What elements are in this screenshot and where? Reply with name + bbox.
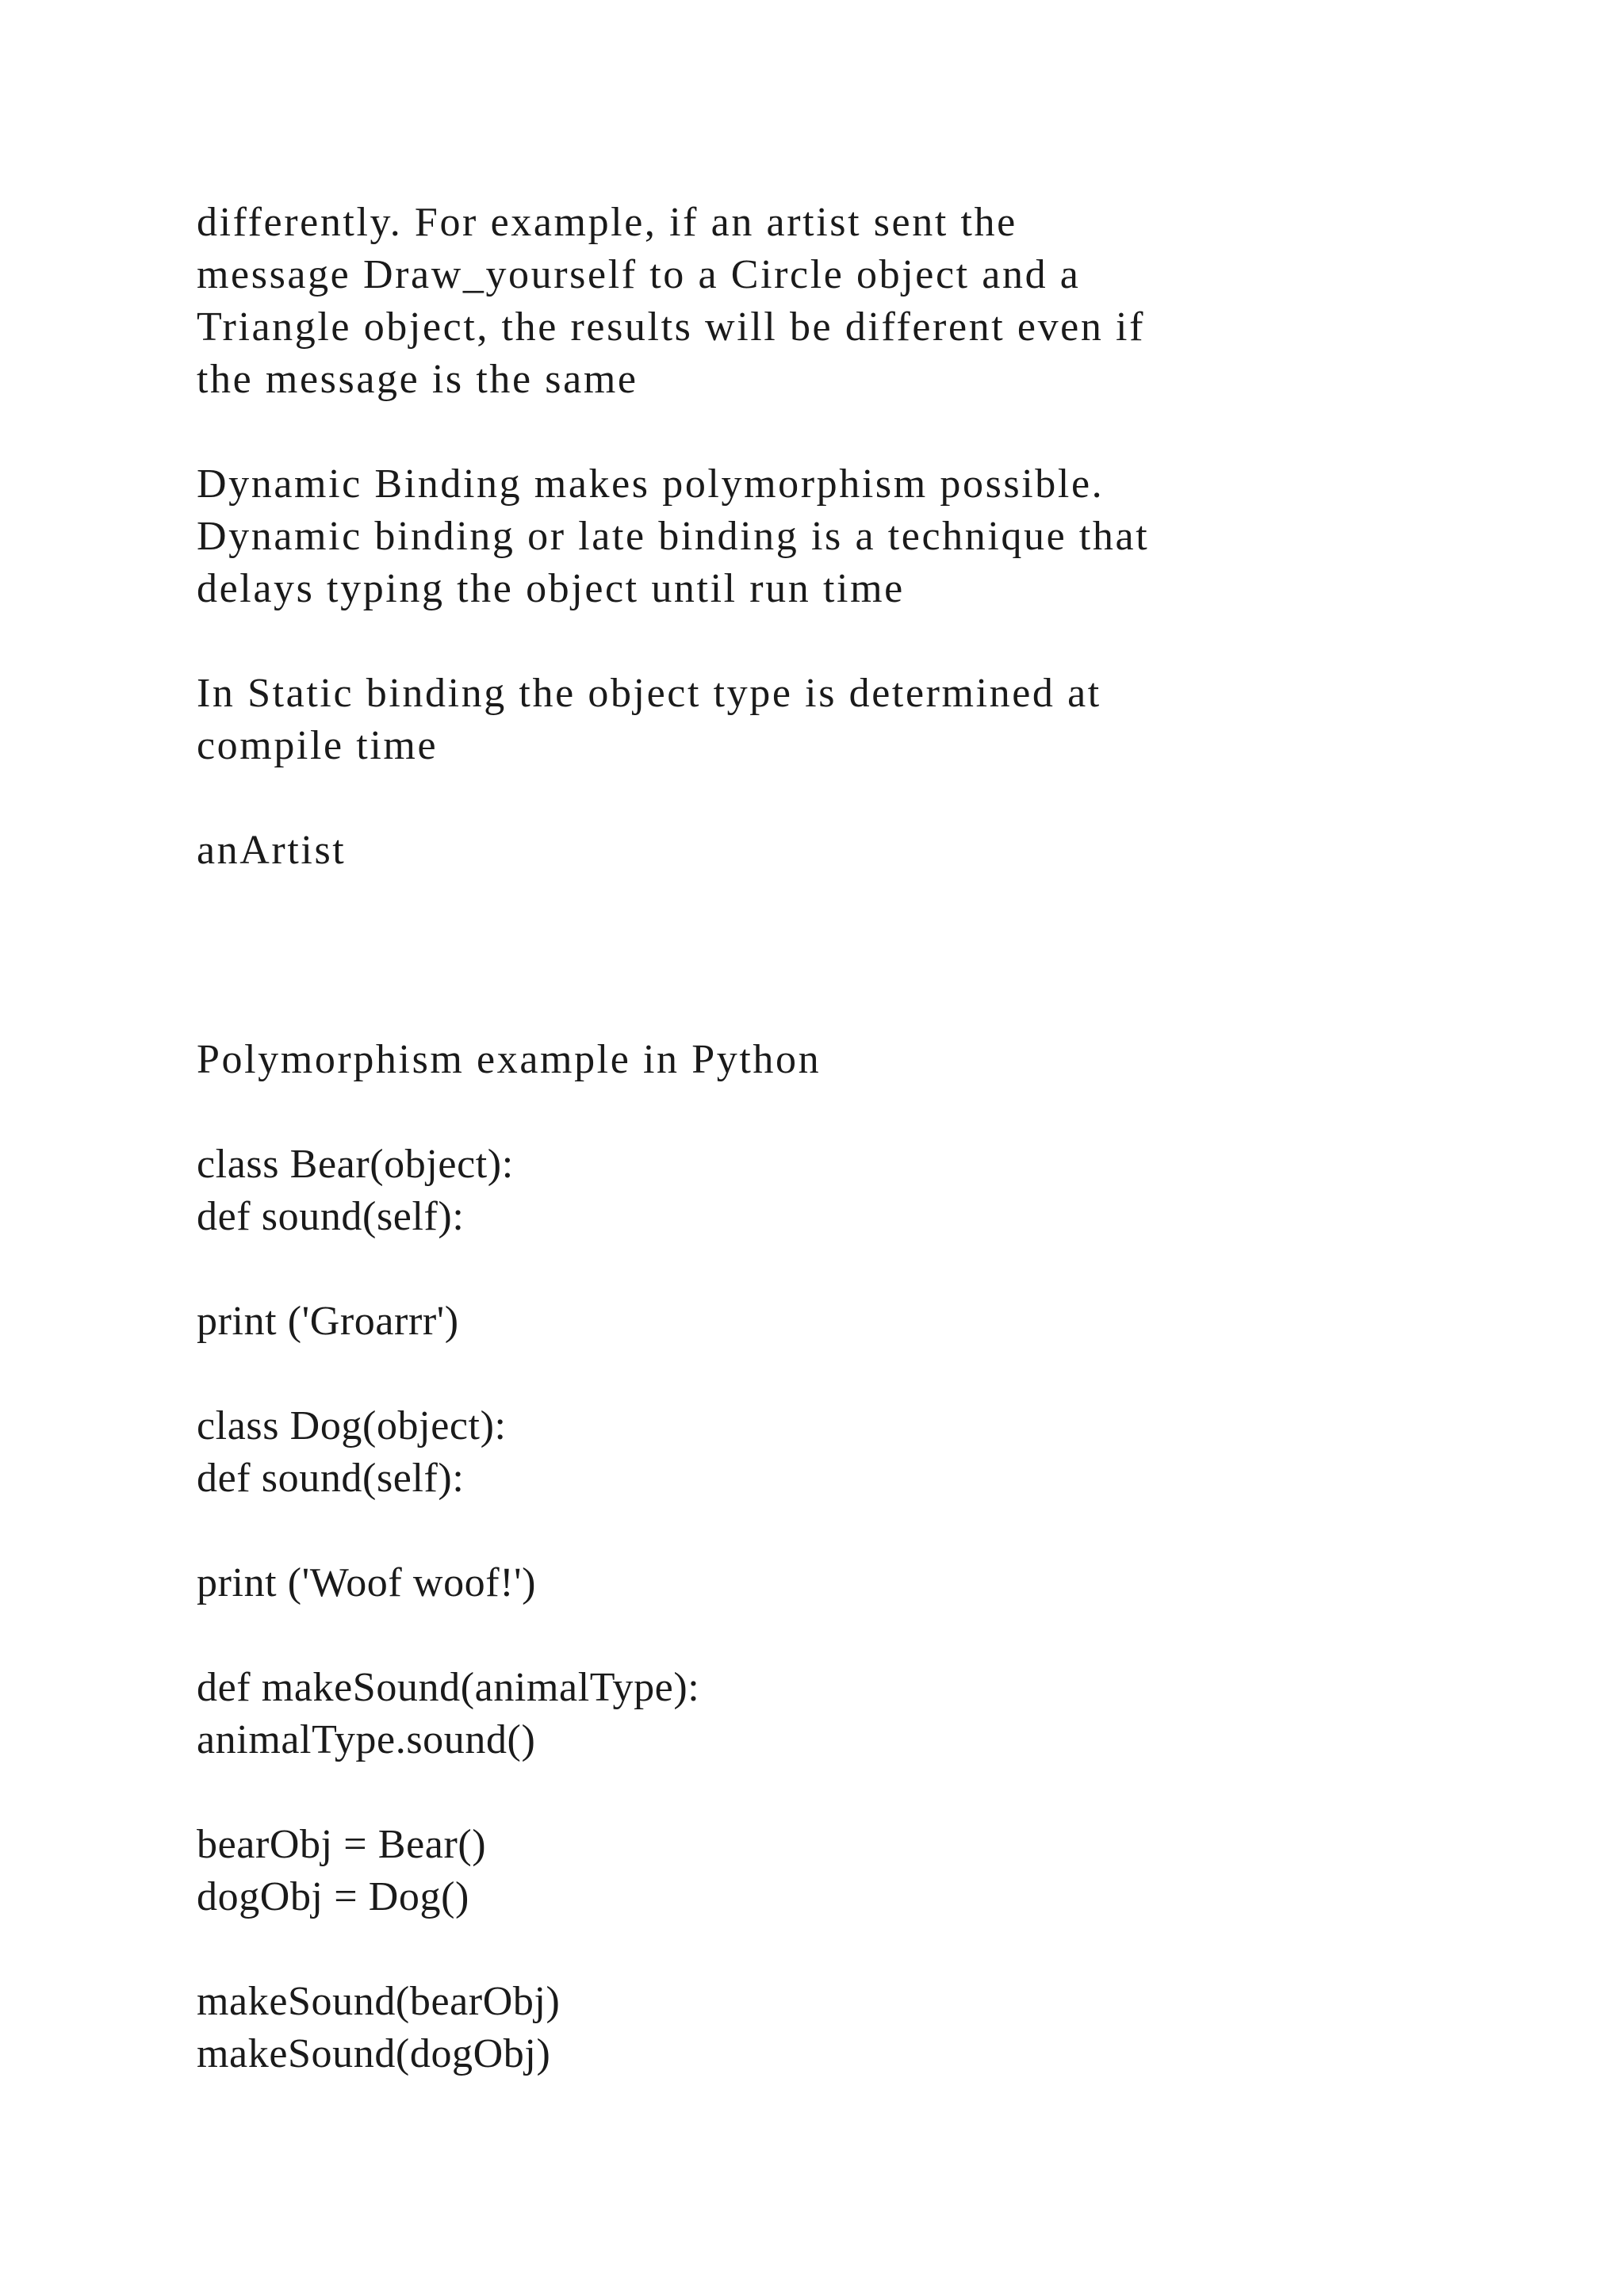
section-heading: Polymorphism example in Python (197, 1037, 822, 1082)
paragraph-line: differently. For example, if an artist sent the (197, 200, 1017, 245)
paragraph-line: Dynamic binding or late binding is a technique that (197, 514, 1150, 559)
paragraph-line: Dynamic Binding makes polymorphism possible. (197, 461, 1105, 507)
code-line: def sound(self): (197, 1456, 465, 1501)
code-line: print ('Groarrr') (197, 1299, 459, 1344)
paragraph-line: anArtist (197, 828, 347, 873)
code-line: print ('Woof woof!') (197, 1560, 536, 1605)
code-line: dogObj = Dog() (197, 1874, 469, 1919)
paragraph-line: Triangle object, the results will be different even if (197, 304, 1146, 350)
paragraph-line: message Draw_yourself to a Circle object and a (197, 252, 1081, 297)
code-line: class Bear(object): (197, 1142, 514, 1187)
paragraph-line: delays typing the object until run time (197, 566, 905, 611)
code-line: def makeSound(animalType): (197, 1665, 700, 1710)
code-line: class Dog(object): (197, 1403, 507, 1448)
paragraph-line: In Static binding the object type is determined at (197, 671, 1101, 716)
code-line: bearObj = Bear() (197, 1822, 487, 1867)
code-line: animalType.sound() (197, 1717, 536, 1762)
paragraph-line: the message is the same (197, 357, 638, 402)
code-line: makeSound(dogObj) (197, 2031, 551, 2076)
code-line: makeSound(bearObj) (197, 1979, 561, 2024)
code-line: def sound(self): (197, 1194, 465, 1239)
paragraph-line: compile time (197, 723, 439, 768)
